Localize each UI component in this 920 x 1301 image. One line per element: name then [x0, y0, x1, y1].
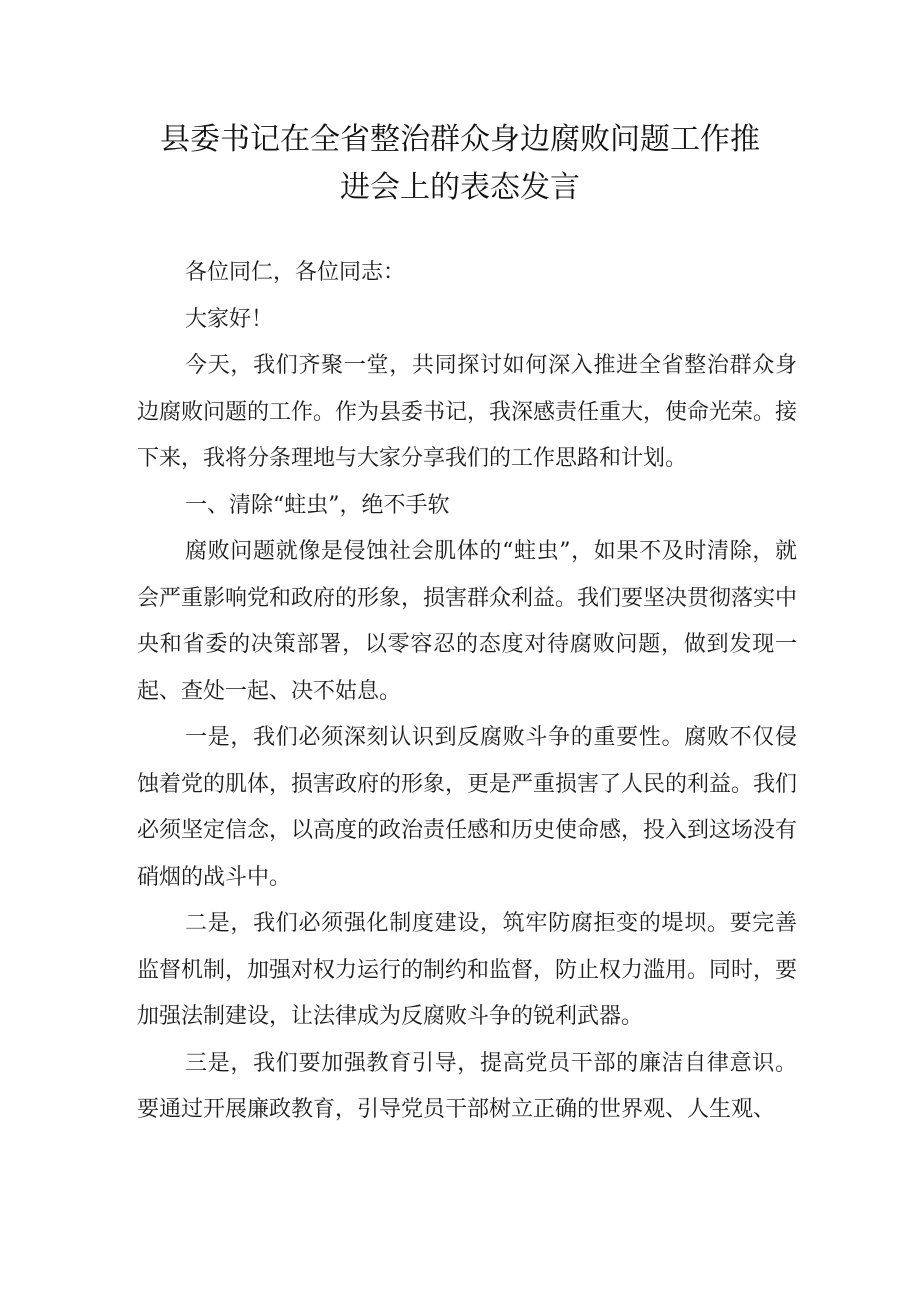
- salutation: 各位同仁，各位同志：: [185, 260, 406, 285]
- section-heading-1: 一、清除“蛀虫”，绝不手软: [185, 492, 450, 518]
- paragraph-point-2: 二是，我们必须强化制度建设，筑牢防腐拒变的堤坝。要完善监督机制，加强对权力运行的制约和监督，防止权力滥用。同时，要加强法制建设，让法律成为反腐败斗争的锐利武器。: [137, 911, 798, 1029]
- greeting: 大家好！: [185, 306, 274, 332]
- paragraph-intro: 今天，我们齐聚一堂，共同探讨如何深入推进全省整治群众身边腐败问题的工作。作为县委书记，我深感责任重大，使命光荣。接下来，我将分条理地与大家分享我们的工作思路和计划。: [137, 353, 798, 471]
- paragraph-section-1: 腐败问题就像是侵蚀社会肌体的“蛀虫”，如果不及时清除，就会严重影响党和政府的形象，损害群众利益。我们要坚决贯彻落实中央和省委的决策部署，以零容忍的态度对待腐败问题，做到发现一起、查处一起、决不姑息。: [137, 539, 798, 704]
- document-body: [137, 250, 797, 1134]
- paragraph-point-1: 一是，我们必须深刻认识到反腐败斗争的重要性。腐败不仅侵蚀着党的肌体，损害政府的形象，更是严重损害了人民的利益。我们必须坚定信念，以高度的政治责任感和历史使命感，投入到这场没有硝烟的战斗中。: [137, 725, 798, 890]
- document-title: [130, 116, 790, 212]
- title-line-2: 进会上的表态发言: [340, 170, 580, 205]
- title-line-1: 县委书记在全省整治群众身边腐败问题工作推: [160, 122, 760, 157]
- paragraph-point-3: 三是，我们要加强教育引导，提高党员干部的廉洁自律意识。要通过开展廉政教育，引导党员干部树立正确的世界观、人生观、: [137, 1050, 797, 1122]
